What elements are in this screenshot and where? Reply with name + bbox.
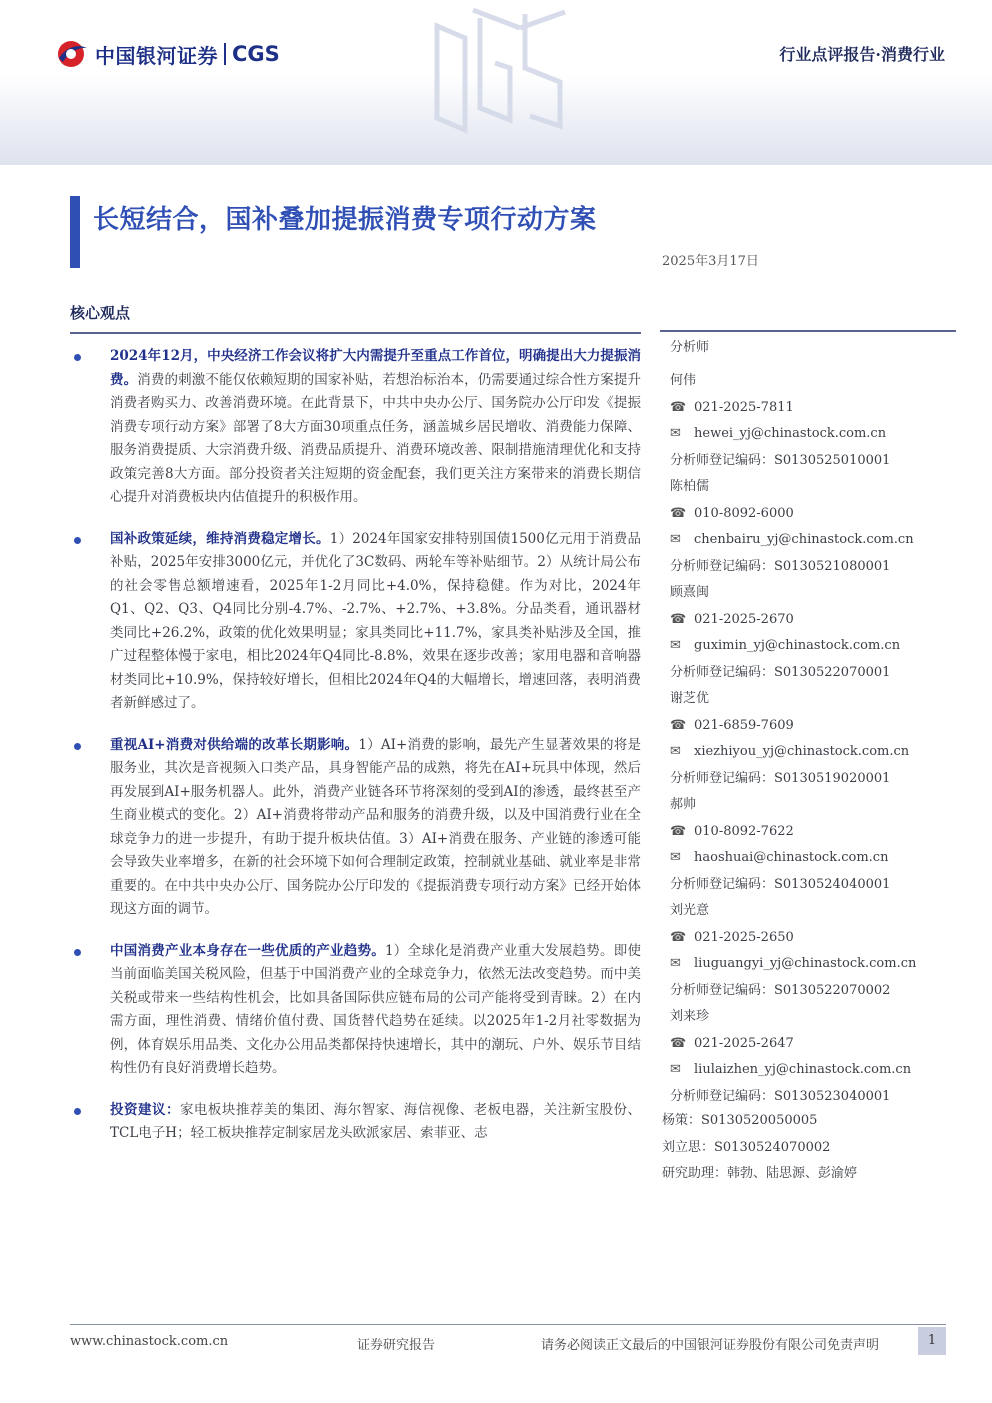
report-date: 2025年3月17日 — [662, 254, 759, 269]
core-view-lead: 国补政策延续，维持消费稳定增长。 — [110, 530, 330, 547]
analyst-name: 郝帅 — [670, 797, 697, 812]
analyst-name: 陈柏儒 — [670, 479, 710, 494]
analyst-registration: 分析师登记编码：S0130524040001 — [670, 876, 891, 892]
footer-doc-type: 证券研究报告 — [357, 1338, 436, 1353]
analyst-name: 刘来珍 — [670, 1009, 710, 1024]
analyst-registration: 分析师登记编码：S0130522070001 — [670, 664, 891, 680]
core-view-text — [110, 345, 641, 510]
core-views-list — [70, 345, 641, 1164]
analyst-label: 分析师 — [670, 340, 710, 355]
analyst-phone: ☎ 021-2025-7811 — [670, 395, 960, 422]
bullet-icon — [74, 743, 81, 750]
footer-divider — [70, 1324, 946, 1325]
analyst-name: 刘光意 — [670, 903, 710, 918]
analyst-email[interactable]: ✉ haoshuai@chinastock.com.cn — [670, 845, 960, 872]
core-views-heading: 核心观点 — [70, 304, 131, 322]
core-view-item — [70, 528, 641, 716]
bullet-icon — [74, 537, 81, 544]
analyst-registration: 分析师登记编码：S0130521080001 — [670, 558, 891, 574]
analyst-panel — [670, 336, 960, 1110]
core-view-text — [110, 528, 641, 716]
email-icon: ✉ — [670, 1062, 681, 1077]
phone-icon: ☎ — [670, 929, 687, 945]
email-icon: ✉ — [670, 532, 681, 547]
analyst-email[interactable]: ✉ liulaizhen_yj@chinastock.com.cn — [670, 1057, 960, 1084]
analyst-phone: ☎ 010-8092-7622 — [670, 819, 960, 846]
analyst-email[interactable]: ✉ hewei_yj@chinastock.com.cn — [670, 421, 960, 448]
analyst-phone: ☎ 021-2025-2650 — [670, 925, 960, 952]
phone-icon: ☎ — [670, 823, 687, 839]
team-member: 杨策：S0130520050005 — [662, 1113, 818, 1128]
section-divider — [70, 332, 641, 334]
analyst-name: 顾熹闽 — [670, 585, 710, 600]
email-icon: ✉ — [670, 638, 681, 653]
phone-icon: ☎ — [670, 717, 687, 733]
analyst-phone: ☎ 010-8092-6000 — [670, 501, 960, 528]
bullet-icon — [74, 354, 81, 361]
analyst-registration: 分析师登记编码：S0130522070002 — [670, 982, 891, 998]
report-type-label: 行业点评报告·消费行业 — [779, 45, 945, 64]
core-view-text — [110, 1099, 641, 1146]
core-view-body: 1）全球化是消费产业重大发展趋势。即使当前面临美国关税风险，但基于中国消费产业的全球竞争力，依然无法改变趋势。而中美关税或带来一些结构性机会，比如具备国际供应链布局的公司产能将受到青睐。2）在内需方面，理性消费、情绪价值付费、国货替代趋势在延续。以2025年1-2月社零数据为例，体育娱乐用品类、文化办公用品类都保持快速增长，其中的潮玩、户外、娱乐节目结构性仍有良好消费增长趋势。 — [110, 942, 641, 1076]
core-view-lead: 中国消费产业本身存在一些优质的产业趋势。 — [110, 942, 385, 959]
email-icon: ✉ — [670, 744, 681, 759]
analyst-phone: ☎ 021-2025-2670 — [670, 607, 960, 634]
page-number: 1 — [918, 1327, 946, 1355]
core-view-lead: 重视AI+消费对供给端的改革长期影响。 — [110, 736, 359, 753]
logo-divider — [224, 43, 226, 65]
analyst-registration: 分析师登记编码：S0130519020001 — [670, 770, 891, 786]
analyst-phone: ☎ 021-2025-2647 — [670, 1031, 960, 1058]
core-view-lead: 2024年12月，中央经济工作会议将扩大内需提升至重点工作首位，明确提出大力提振消费。 — [110, 348, 641, 388]
title-accent-bar — [70, 196, 80, 268]
analyst-registration: 分析师登记编码：S0130523040001 — [670, 1088, 891, 1104]
logo-english-name: CGS — [232, 42, 280, 66]
core-view-item — [70, 734, 641, 922]
analyst-registration: 分析师登记编码：S0130525010001 — [670, 452, 891, 468]
analyst-name: 谢芝优 — [670, 691, 710, 706]
email-icon: ✉ — [670, 956, 681, 971]
core-view-body: 消费的刺激不能仅依赖短期的国家补贴，若想治标治本，仍需要通过综合性方案提升消费者购买力、改善消费环境。在此背景下，中共中央办公厅、国务院办公厅印发《提振消费专项行动方案》部署了8大方面30项重点任务，涵盖城乡居民增收、消费能力保障、服务消费提质、大宗消费升级、消费品质提升、消费环境改善、限制措施清理优化和支持政策完善8大方面。部分投资者关注短期的资金配套，我们更关注方案带来的消费长期信心提升对消费板块内估值提升的积极作用。 — [110, 371, 642, 505]
header-band — [0, 0, 992, 165]
footer-disclaimer: 请务必阅读正文最后的中国银河证券股份有限公司免责声明 — [541, 1338, 880, 1353]
bullet-icon — [74, 1108, 81, 1115]
core-view-item — [70, 940, 641, 1081]
research-assistants: 研究助理：韩勃、陆思源、彭渝婷 — [662, 1166, 858, 1181]
core-view-body: 1）AI+消费的影响，最先产生显著效果的将是服务业，其次是音视频入口类产品，具身智能产品的成熟，将先在AI+玩具中体现，然后再发展到AI+服务机器人。此外，消费产业链各环节将深刻的受到AI的渗透，最终甚至产生商业模式的变化。2）AI+消费将带动产品和服务的消费升级，以及中国消费行业在全球竞争力的进一步提升，有助于提升板块估值。3）AI+消费在服务、产业链的渗透可能会导致失业率增多，在新的社会环境下如何合理制定政策，控制就业基础、就业率是非常重要的。在中共中央办公厅、国务院办公厅印发的《提振消费专项行动方案》已经开始体现这方面的调节。 — [110, 736, 641, 917]
analyst-phone: ☎ 021-6859-7609 — [670, 713, 960, 740]
logo-chinese-name: 中国银河证券 — [95, 43, 218, 68]
brand-logo — [55, 38, 280, 70]
report-title: 长短结合，国补叠加提振消费专项行动方案 — [93, 205, 597, 235]
phone-icon: ☎ — [670, 1035, 687, 1051]
analyst-divider — [660, 330, 956, 332]
analyst-email[interactable]: ✉ chenbairu_yj@chinastock.com.cn — [670, 527, 960, 554]
core-view-lead: 投资建议： — [110, 1101, 180, 1118]
analyst-name: 何伟 — [670, 373, 697, 388]
email-icon: ✉ — [670, 426, 681, 441]
phone-icon: ☎ — [670, 611, 687, 627]
core-view-item — [70, 345, 641, 510]
phone-icon: ☎ — [670, 505, 687, 521]
phone-icon: ☎ — [670, 399, 687, 415]
cgs-watermark-icon — [425, 8, 575, 136]
bullet-icon — [74, 949, 81, 956]
analyst-email[interactable]: ✉ liuguangyi_yj@chinastock.com.cn — [670, 951, 960, 978]
analyst-email[interactable]: ✉ xiezhiyou_yj@chinastock.com.cn — [670, 739, 960, 766]
core-view-item — [70, 1099, 641, 1146]
core-view-text — [110, 734, 641, 922]
core-view-body: 1）2024年国家安排特别国债1500亿元用于消费品补贴，2025年安排3000亿元，并优化了3C数码、两轮车等补贴细节。2）从统计局公布的社会零售总额增速看，2025年1-2月同比+4.0%，保持稳健。作为对比，2024年Q1、Q2、Q3、Q4同比分别-4.7%、-2.7%、+2.7%、+3.8%。分品类看，通讯器材类同比+26.2%，政策的优化效果明显；家具类同比+11.7%，家具类补贴涉及全国，推广过程整体慢于家电，相比2024年Q4同比-8.8%，效果在逐步改善；家用电器和音响器材类同比+10.9%，保持较好增长，但相比2024年Q4的大幅增长，增速回落，表明消费者新鲜感过了。 — [110, 530, 641, 711]
galaxy-logo-icon — [55, 38, 89, 70]
analyst-email[interactable]: ✉ guximin_yj@chinastock.com.cn — [670, 633, 960, 660]
research-team — [662, 1108, 857, 1188]
team-member: 刘立思：S0130524070002 — [662, 1139, 831, 1155]
core-view-text — [110, 940, 641, 1081]
email-icon: ✉ — [670, 850, 681, 865]
core-view-body: 家电板块推荐美的集团、海尔智家、海信视像、老板电器，关注新宝股份、TCL电子H；轻工板块推荐定制家居龙头欧派家居、索菲亚、志 — [110, 1101, 642, 1141]
footer-website-link[interactable]: www.chinastock.com.cn — [70, 1334, 229, 1349]
